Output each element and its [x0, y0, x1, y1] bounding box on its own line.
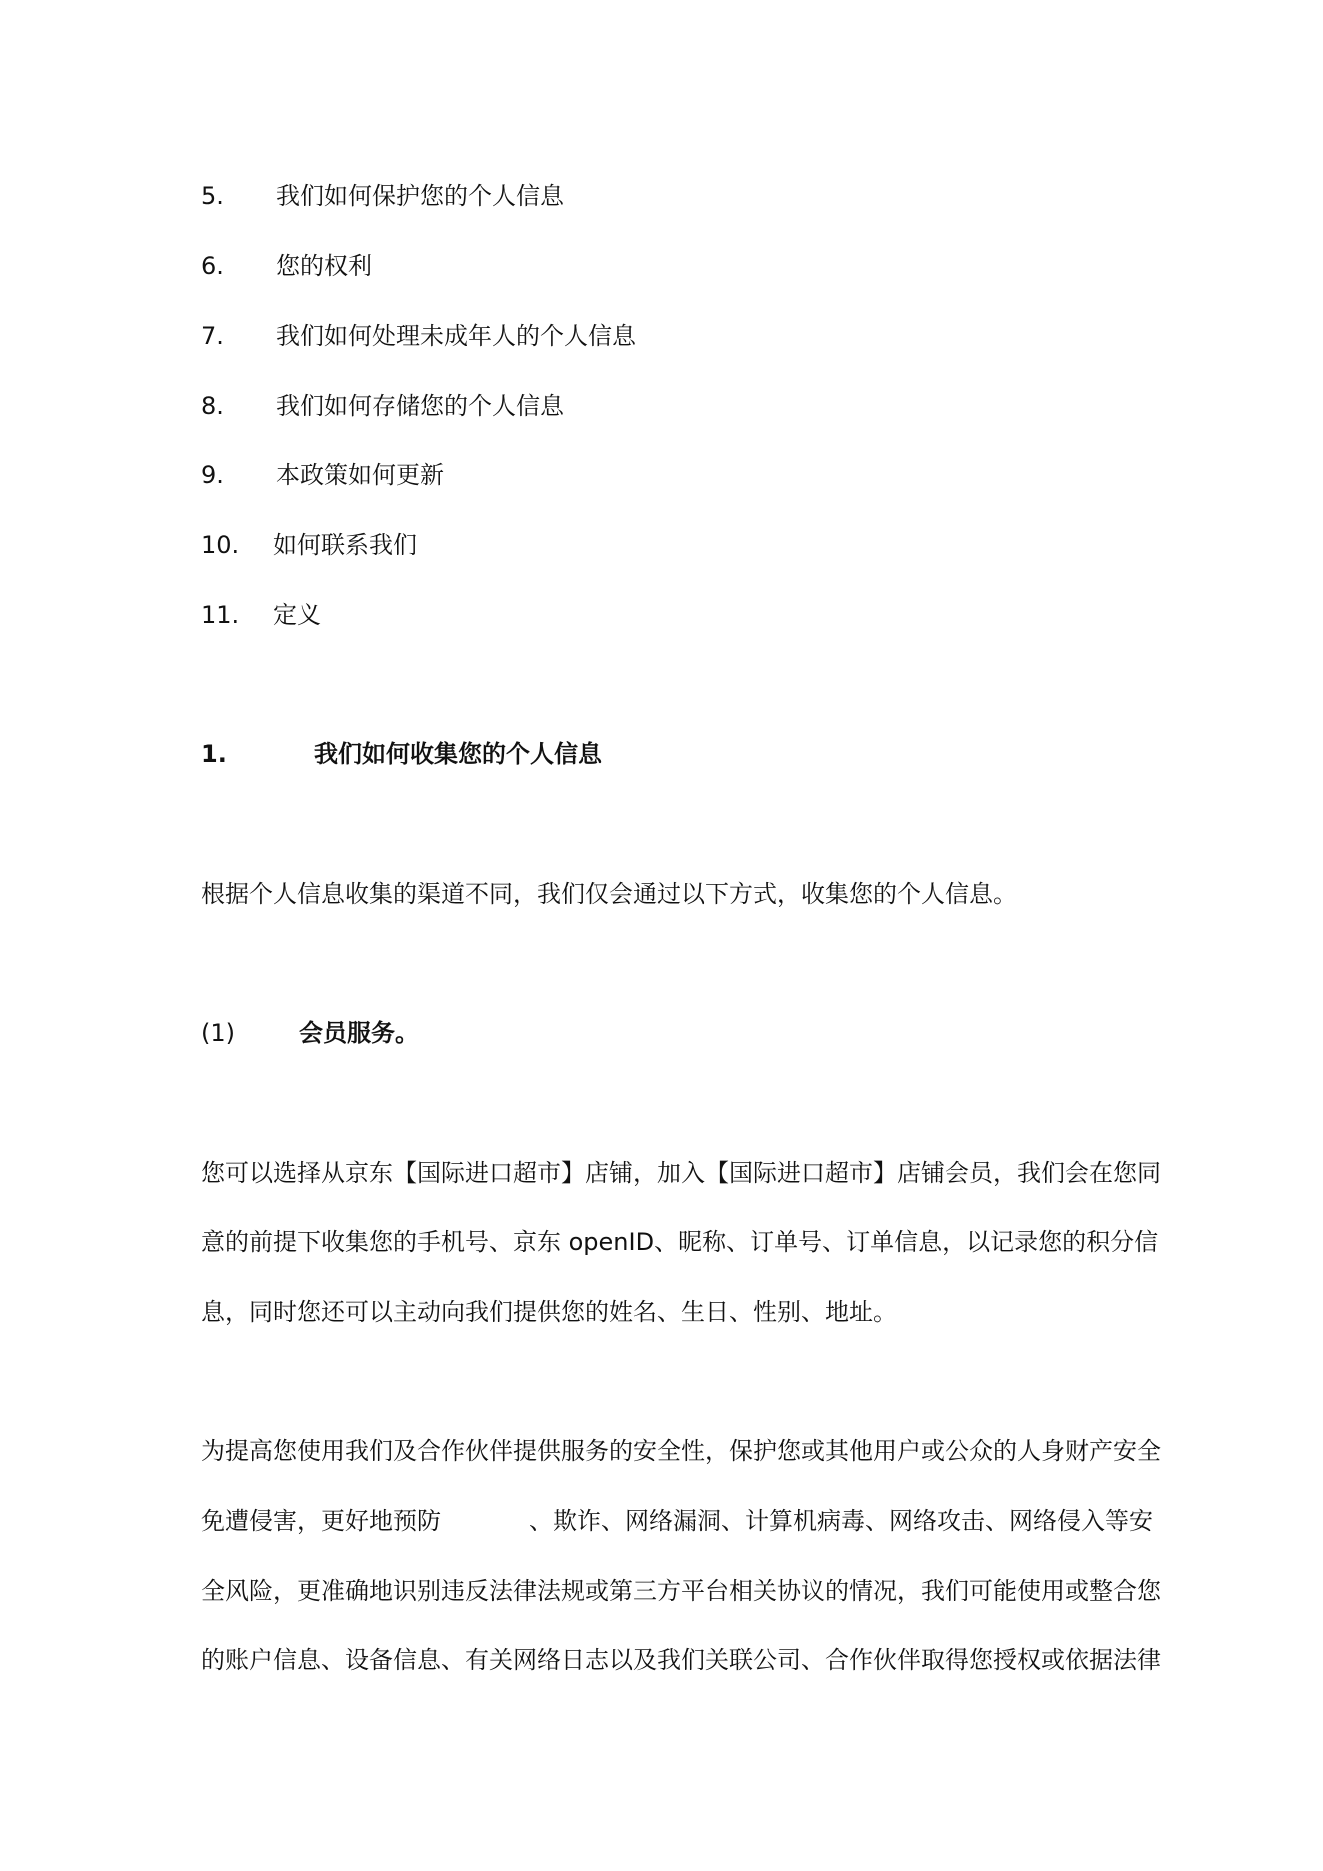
paragraph-fragment: 免遭侵害，更好地预防 — [201, 1507, 441, 1535]
paragraph-line: 为提高您使用我们及合作伙伴提供服务的安全性，保护您或其他用户或公众的人身财产安全 — [201, 1437, 1161, 1465]
paragraph-line: 您可以选择从京东【国际进口超市】店铺，加入【国际进口超市】店铺会员，我们会在您同 — [201, 1159, 1161, 1187]
toc-item-11 — [201, 598, 321, 632]
toc-title: 我们如何存储您的个人信息 — [276, 392, 564, 420]
paragraph-line — [201, 1504, 1153, 1538]
toc-number: 11. — [201, 601, 240, 629]
sub-heading — [201, 1016, 419, 1050]
toc-number: 10. — [201, 531, 240, 559]
toc-number: 8. — [201, 392, 224, 420]
toc-item-5 — [201, 179, 564, 213]
toc-title: 本政策如何更新 — [276, 461, 444, 489]
toc-number: 7. — [201, 322, 224, 350]
paragraph-line: 的账户信息、设备信息、有关网络日志以及我们关联公司、合作伙伴取得您授权或依据法律 — [201, 1646, 1161, 1674]
toc-title: 您的权利 — [276, 252, 372, 280]
paragraph-line: 息，同时您还可以主动向我们提供您的姓名、生日、性别、地址。 — [201, 1298, 897, 1326]
sub-heading-title: 会员服务。 — [299, 1019, 419, 1047]
toc-title: 如何联系我们 — [273, 531, 417, 559]
paragraph-line: 全风险，更准确地识别违反法律法规或第三方平台相关协议的情况，我们可能使用或整合您 — [201, 1577, 1161, 1605]
sub-heading-number: (1) — [201, 1019, 235, 1047]
toc-title: 我们如何保护您的个人信息 — [276, 182, 564, 210]
section-number: 1. — [201, 740, 227, 768]
toc-item-7 — [201, 319, 636, 353]
toc-title: 定义 — [273, 601, 321, 629]
paragraph-line: 意的前提下收集您的手机号、京东 openID、昵称、订单号、订单信息，以记录您的积分信 — [201, 1228, 1159, 1256]
toc-item-9 — [201, 458, 444, 492]
toc-item-8 — [201, 389, 564, 423]
section-title: 我们如何收集您的个人信息 — [314, 740, 602, 768]
redaction-block — [441, 1510, 529, 1534]
toc-item-6 — [201, 249, 372, 283]
toc-item-10 — [201, 528, 417, 562]
toc-number: 5. — [201, 182, 224, 210]
toc-title: 我们如何处理未成年人的个人信息 — [276, 322, 636, 350]
section-heading — [201, 737, 602, 771]
paragraph-fragment: 、欺诈、网络漏洞、计算机病毒、网络攻击、网络侵入等安 — [529, 1507, 1153, 1535]
intro-paragraph: 根据个人信息收集的渠道不同，我们仅会通过以下方式，收集您的个人信息。 — [201, 880, 1017, 908]
toc-number: 9. — [201, 461, 224, 489]
toc-number: 6. — [201, 252, 224, 280]
